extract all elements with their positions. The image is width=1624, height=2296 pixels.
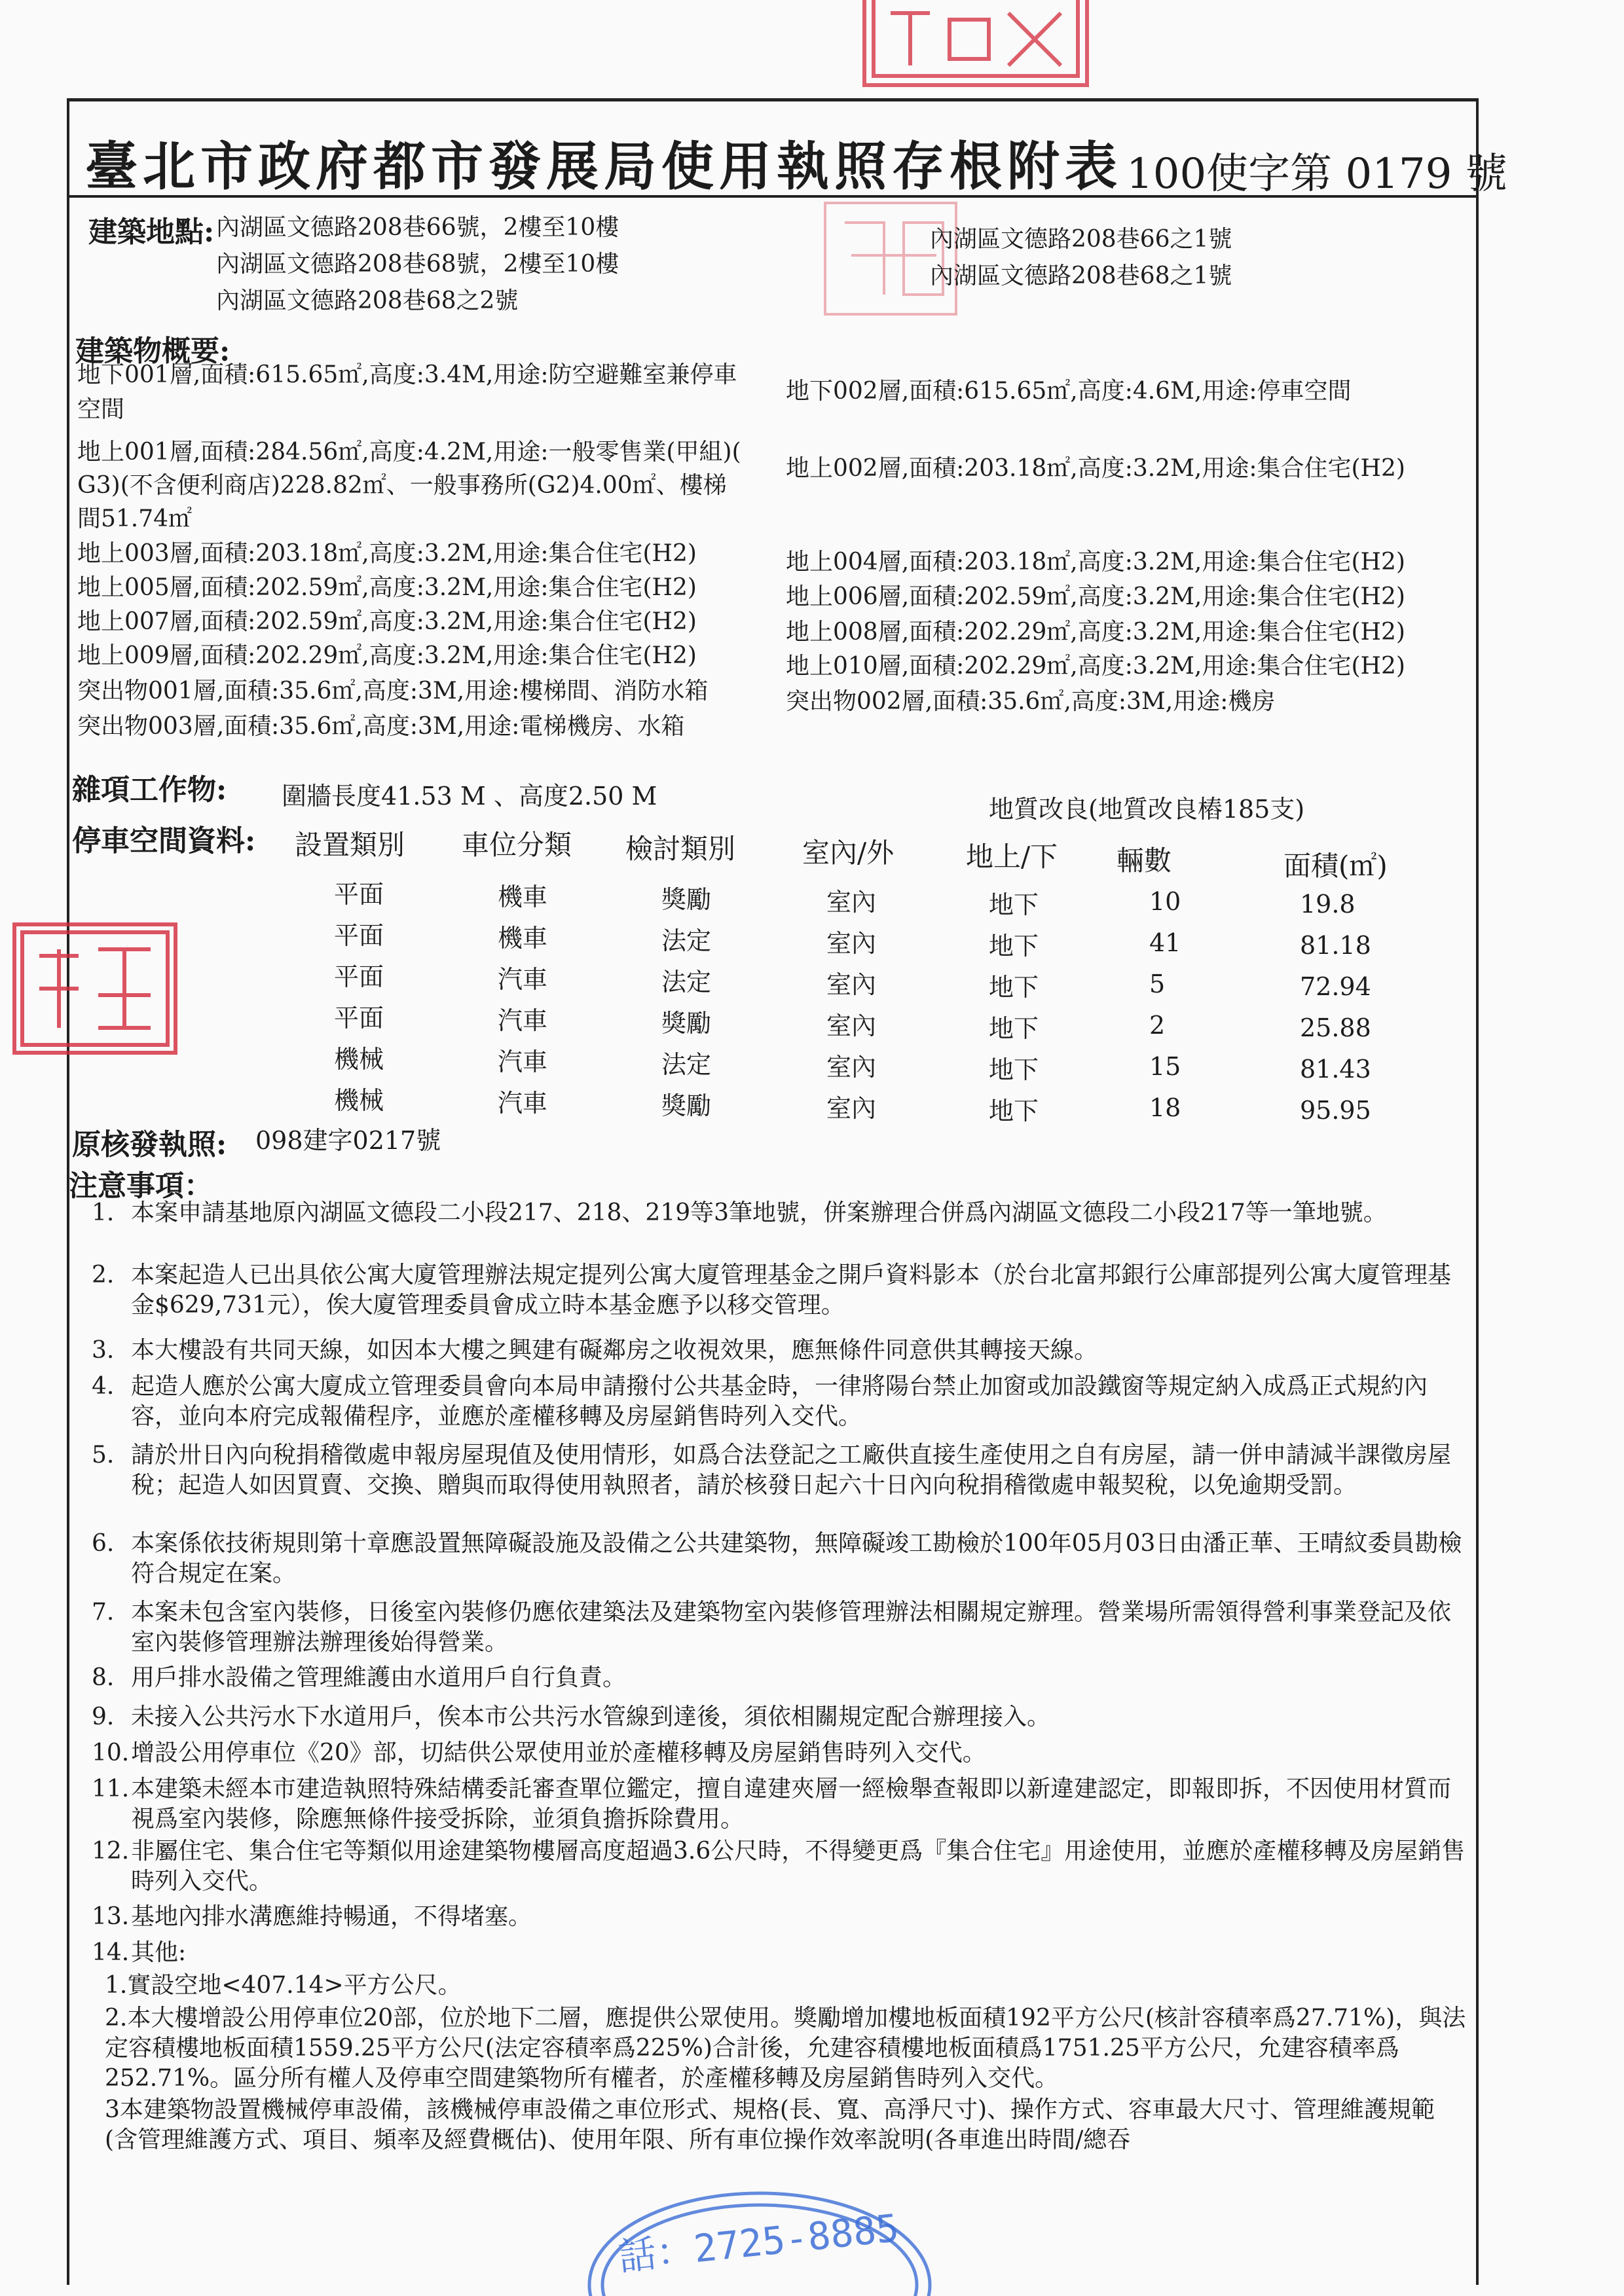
note-text: 起造人應於公寓大廈成立管理委員會向本局申請撥付公共基金時，一律將陽台禁止加窗或加設鐵窗等規定納入成爲正式規約內容，並向本府完成報備程序，並應於產權移轉及房屋銷售時列入交代。 (131, 1373, 1428, 1430)
parking-cell: 地下 (989, 890, 1039, 919)
note-item (92, 1902, 1473, 1932)
parking-cell: 室內 (826, 1053, 877, 1082)
note-item (92, 1336, 1473, 1366)
parking-cell: 汽車 (498, 1089, 548, 1118)
parking-cell: 機械 (334, 1045, 384, 1074)
parking-cell: 室內 (826, 970, 877, 999)
other-item: 1.實設空地<407.14>平方公尺。 (105, 1972, 462, 1999)
parking-cell: 機械 (334, 1086, 384, 1115)
original-permit-value: 098建字0217號 (255, 1126, 441, 1155)
note-text: 本案申請基地原內湖區文德段二小段217、218、219等3筆地號，併案辦理合併爲內湖區文德段二小段217等一筆地號。 (131, 1199, 1387, 1226)
overview-line-left: 間51.74㎡ (77, 505, 193, 532)
overview-line-right: 地上008層,面積:202.29㎡,高度:3.2M,用途:集合住宅(H2) (786, 619, 1405, 646)
note-item (92, 1774, 1473, 1834)
note-number: 6. (92, 1530, 115, 1557)
note-text: 本案起造人已出具依公寓大廈管理辦法規定提列公寓大廈管理基金之開戶資料影本（於台北富邦銀行公庫部提列公寓大廈管理基金$629,731元），俟大廈管理委員會成立時本基金應予以移交管理。 (131, 1262, 1452, 1319)
parking-cell: 地下 (989, 1014, 1039, 1043)
permit-number: 100使字第 0179 號 (1126, 150, 1507, 198)
note-item (92, 1597, 1473, 1658)
note-number: 4. (92, 1373, 115, 1400)
note-text: 請於卅日內向稅捐稽徵處申報房屋現值及使用情形，如爲合法登記之工廠供直接生產使用之自有房屋，請一併申請減半課徵房屋稅；起造人如因買賣、交換、贈與而取得使用執照者，請於核發日起六十日內向稅捐稽徵處申報契稅，以免逾期受罰。 (131, 1442, 1452, 1499)
parking-cell: 2 (1149, 1011, 1166, 1040)
parking-cell: 室內 (826, 888, 877, 917)
note-item (92, 1663, 1473, 1693)
note-item (92, 1440, 1473, 1501)
parking-cell: 地下 (989, 932, 1039, 960)
parking-cell: 81.43 (1300, 1055, 1371, 1084)
overview-line-left: 空間 (77, 396, 125, 423)
parking-header: 輛數 (1116, 845, 1172, 877)
red-seal-stamp-left (7, 917, 183, 1061)
parking-cell: 法定 (661, 926, 712, 955)
overview-line-left: G3)(不含便利商店)228.82㎡、一般事務所(G2)4.00㎡、樓梯 (77, 472, 727, 499)
parking-cell: 汽車 (498, 1048, 548, 1076)
other-item: 3本建築物設置機械停車設備，該機械停車設備之車位形式、規格(長、寬、高淨尺寸)、操作方式、容車最大尺寸、管理維護規範(含管理維護方式、項目、頻率及經費概估)、使用年限、所有車位操作效率說明(各車進出時間/總吞 (105, 2096, 1435, 2153)
parking-cell: 機車 (498, 924, 548, 953)
note-number: 14. (92, 1939, 130, 1966)
overview-line-left: 突出物003層,面積:35.6㎡,高度:3M,用途:電梯機房、水箱 (77, 713, 685, 740)
parking-cell: 95.95 (1300, 1096, 1371, 1125)
parking-cell: 平面 (334, 880, 384, 909)
note-number: 11. (92, 1776, 130, 1802)
parking-cell: 平面 (334, 1004, 384, 1032)
note-text: 增設公用停車位《20》部，切結供公眾使用並於產權移轉及房屋銷售時列入交代。 (131, 1740, 986, 1766)
parking-cell: 汽車 (498, 1006, 548, 1035)
note-item (92, 1198, 1473, 1228)
parking-cell: 15 (1149, 1052, 1181, 1081)
site-address-2: 內湖區文德路208巷68號，2樓至10樓 (216, 251, 619, 278)
parking-label: 停車空間資料: (72, 824, 256, 858)
original-permit-label: 原核發執照: (72, 1128, 227, 1161)
parking-cell: 81.18 (1300, 931, 1371, 960)
red-seal-stamp-faint (812, 196, 969, 321)
parking-header: 車位分類 (462, 829, 572, 861)
misc-value: 圍牆長度41.53 M 、高度2.50 M (282, 782, 657, 811)
parking-cell: 地下 (989, 973, 1039, 1002)
notes-label: 注意事項： (69, 1169, 213, 1203)
parking-cell: 室內 (826, 929, 877, 958)
parking-cell: 19.8 (1300, 890, 1356, 919)
red-seal-stamp-top (851, 0, 1100, 92)
overview-line-left: 突出物001層,面積:35.6㎡,高度:3M,用途:樓梯間、消防水箱 (77, 678, 709, 704)
parking-cell: 獎勵 (661, 885, 712, 914)
site-address-1: 內湖區文德路208巷66號，2樓至10樓 (216, 214, 619, 241)
note-text: 本大樓設有共同天線，如因本大樓之興建有礙鄰房之收視效果，應無條件同意供其轉接天線。 (131, 1337, 1098, 1364)
note-text: 用戶排水設備之管理維護由水道用戶自行負責。 (131, 1664, 627, 1691)
misc-extra: 地質改良(地質改良樁185支) (989, 795, 1305, 824)
overview-line-left: 地上003層,面積:203.18㎡,高度:3.2M,用途:集合住宅(H2) (77, 540, 697, 567)
site-address-3: 內湖區文德路208巷68之2號 (216, 287, 519, 314)
overview-line-left: 地上001層,面積:284.56㎡,高度:4.2M,用途:一般零售業(甲組)( (77, 439, 741, 465)
parking-cell: 25.88 (1300, 1013, 1371, 1042)
overview-line-right: 地上002層,面積:203.18㎡,高度:3.2M,用途:集合住宅(H2) (786, 455, 1405, 482)
note-item (92, 1529, 1473, 1589)
parking-header: 室內/外 (802, 837, 895, 869)
note-text: 其他: (131, 1939, 187, 1966)
note-number: 7. (92, 1599, 115, 1626)
parking-cell: 地下 (989, 1055, 1039, 1084)
parking-header: 檢討類別 (625, 833, 736, 865)
note-number: 9. (92, 1704, 115, 1730)
overview-line-right: 突出物002層,面積:35.6㎡,高度:3M,用途:機房 (786, 688, 1276, 715)
note-number: 13. (92, 1903, 130, 1930)
parking-header: 地上/下 (966, 841, 1058, 873)
note-item (92, 1372, 1473, 1432)
overview-line-left: 地下001層,面積:615.65㎡,高度:3.4M,用途:防空避難室兼停車 (77, 361, 737, 388)
blue-stamp-bottom (576, 2187, 943, 2296)
overview-line-left: 地上009層,面積:202.29㎡,高度:3.2M,用途:集合住宅(H2) (77, 642, 697, 669)
parking-cell: 法定 (661, 968, 712, 996)
misc-label: 雜項工作物: (72, 773, 227, 807)
parking-cell: 10 (1149, 887, 1181, 916)
note-item (92, 1836, 1473, 1897)
note-number: 1. (92, 1199, 115, 1226)
parking-cell: 5 (1149, 970, 1166, 998)
note-number: 12. (92, 1838, 130, 1865)
parking-cell: 室內 (826, 1011, 877, 1040)
parking-cell: 18 (1149, 1093, 1181, 1122)
note-text: 基地內排水溝應維持暢通，不得堵塞。 (131, 1903, 532, 1930)
overview-line-right: 地上010層,面積:202.29㎡,高度:3.2M,用途:集合住宅(H2) (786, 653, 1405, 680)
site-label: 建築地點: (88, 215, 215, 249)
parking-header: 面積(㎡) (1283, 850, 1388, 882)
note-text: 未接入公共污水下水道用戶，俟本市公共污水管線到達後，須依相關規定配合辦理接入。 (131, 1704, 1051, 1730)
note-number: 10. (92, 1740, 130, 1766)
site-address-4: 內湖區文德路208巷66之1號 (930, 226, 1232, 253)
parking-cell: 41 (1149, 928, 1181, 957)
overview-line-left: 地上007層,面積:202.59㎡,高度:3.2M,用途:集合住宅(H2) (77, 608, 697, 635)
note-number: 8. (92, 1664, 115, 1691)
note-number: 3. (92, 1337, 115, 1364)
parking-cell: 平面 (334, 921, 384, 950)
site-address-5: 內湖區文德路208巷68之1號 (930, 263, 1232, 289)
parking-cell: 機車 (498, 883, 548, 911)
note-number: 2. (92, 1262, 115, 1288)
note-item (92, 1702, 1473, 1732)
note-text: 本案未包含室內裝修，日後室內裝修仍應依建築法及建築物室內裝修管理辦法相關規定辦理。營業場所需領得營利事業登記及依室內裝修管理辦法辦理後始得營業。 (131, 1599, 1452, 1656)
overview-line-right: 地上006層,面積:202.59㎡,高度:3.2M,用途:集合住宅(H2) (786, 583, 1405, 610)
parking-cell: 室內 (826, 1094, 877, 1123)
note-item (92, 1260, 1473, 1321)
overview-line-left: 地上005層,面積:202.59㎡,高度:3.2M,用途:集合住宅(H2) (77, 574, 697, 601)
parking-header: 設置類別 (295, 829, 405, 861)
parking-cell: 法定 (661, 1050, 712, 1079)
overview-label: 建築物概要: (75, 335, 231, 368)
parking-cell: 汽車 (498, 965, 548, 994)
overview-line-right: 地上004層,面積:203.18㎡,高度:3.2M,用途:集合住宅(H2) (786, 549, 1405, 575)
other-item: 2.本大樓增設公用停車位20部，位於地下二層，應提供公眾使用。獎勵增加樓地板面積192平方公尺(核計容積率爲27.71%)，與法定容積樓地板面積1559.25平方公尺(法定容積率爲225%)合計後，允建容積樓地板面積爲1751.25平方公尺，允建容積率爲252.71%。區分所有權人及停車空間建築物所有權者，於產權移轉及房屋銷售時列入交代。 (105, 2005, 1466, 2092)
parking-cell: 獎勵 (661, 1091, 712, 1120)
parking-cell: 地下 (989, 1097, 1039, 1125)
note-text: 本建築未經本市建造執照特殊結構委託審查單位鑑定，擅自違建夾層一經檢舉查報即以新違建認定，即報即拆，不因使用材質而視爲室內裝修，除應無條件接受拆除，並須負擔拆除費用。 (131, 1776, 1452, 1832)
note-text: 非屬住宅、集合住宅等類似用途建築物樓層高度超過3.6公尺時，不得變更爲『集合住宅』用途使用，並應於產權移轉及房屋銷售時列入交代。 (131, 1838, 1466, 1895)
document-title: 臺北市政府都市發展局使用執照存根附表 (85, 136, 1122, 197)
stamp-phone-text: 話：2725-8885 (616, 2205, 901, 2280)
parking-cell: 平面 (334, 962, 384, 991)
parking-cell: 獎勵 (661, 1009, 712, 1038)
parking-cell: 72.94 (1300, 972, 1371, 1001)
note-item (92, 1938, 1473, 1968)
note-item (92, 1738, 1473, 1768)
note-number: 5. (92, 1442, 115, 1468)
overview-line-right: 地下002層,面積:615.65㎡,高度:4.6M,用途:停車空間 (786, 378, 1352, 405)
note-text: 本案係依技術規則第十章應設置無障礙設施及設備之公共建築物，無障礙竣工勘檢於100年05月03日由潘正華、王晴紋委員勘檢符合規定在案。 (131, 1530, 1462, 1587)
